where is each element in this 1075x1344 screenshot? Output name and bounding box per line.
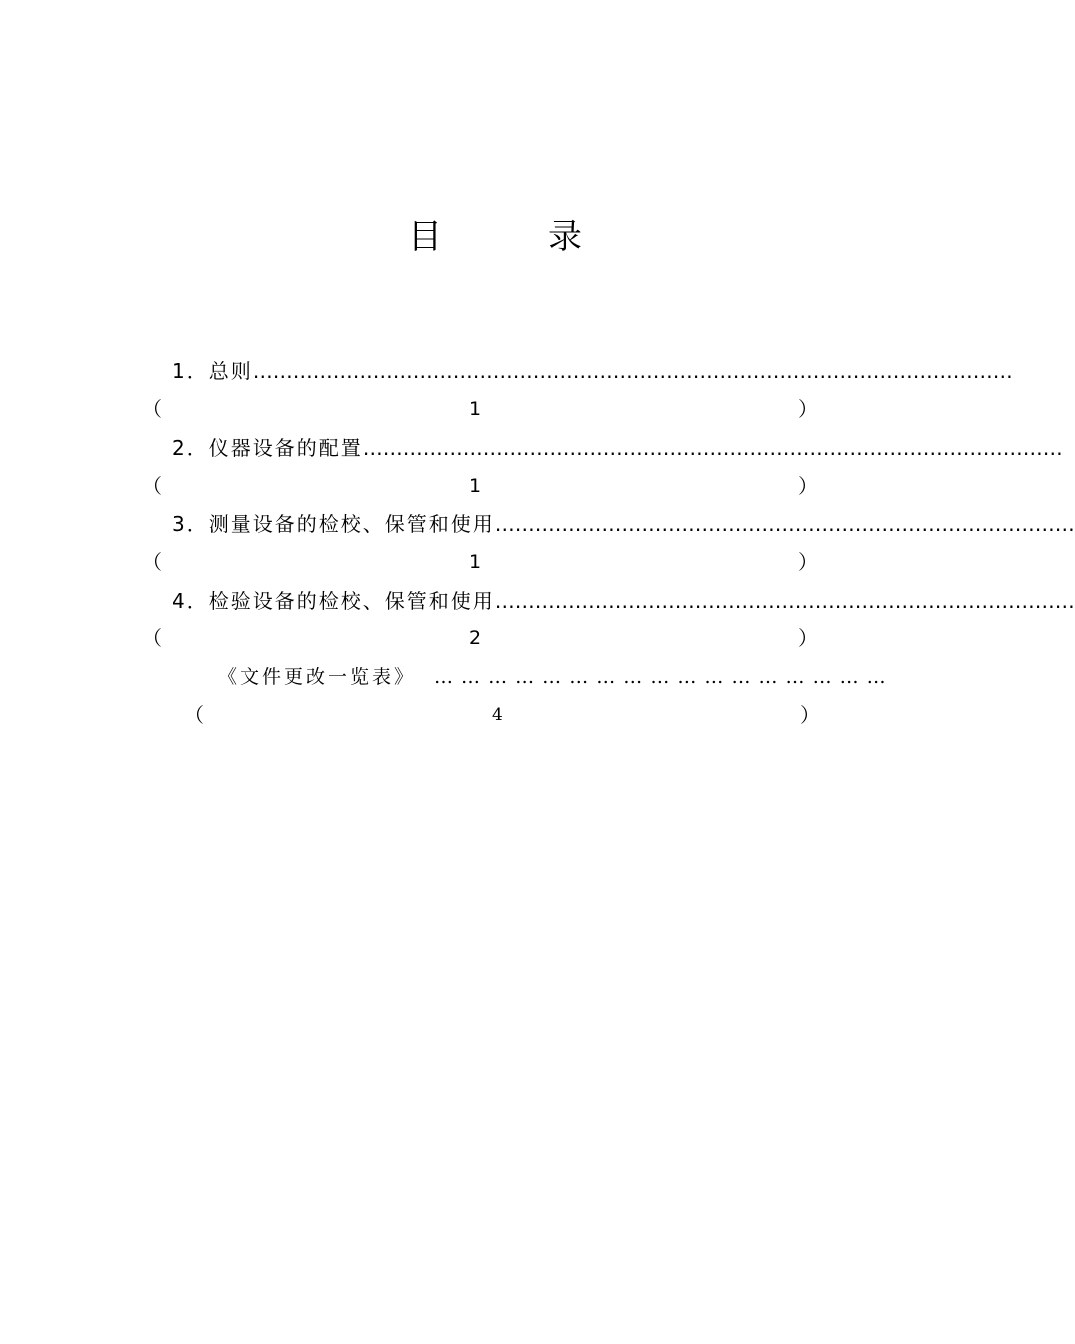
toc-entry-label: 1．总则 (172, 359, 253, 383)
toc-page-close-paren: ） (798, 626, 818, 650)
toc-entry-label: 2．仪器设备的配置 (172, 436, 363, 460)
toc-entry-leader: …………………………………………………………………………………………… (362, 436, 1063, 460)
toc-entry-label: 3．测量设备的检校、保管和使用 (172, 512, 495, 536)
toc-page-open-paren: （ (142, 474, 162, 498)
toc-page-close-paren: ） (798, 550, 818, 574)
toc-entry-4[interactable] (172, 586, 1075, 616)
toc-entry-change-log[interactable] (218, 662, 887, 692)
toc-page-open-paren: （ (142, 550, 162, 574)
toc-entry-leader: …………………………………………………………………………… (494, 512, 1075, 536)
toc-page-open-paren: （ (142, 397, 162, 421)
toc-entry-3[interactable] (172, 509, 1075, 539)
toc-page-number: 1 (469, 551, 482, 573)
toc-title-char-1: 目 (408, 217, 442, 257)
toc-title (0, 212, 950, 262)
toc-page-close-paren: ） (800, 703, 820, 727)
toc-entry-1[interactable] (172, 356, 1013, 386)
toc-entry-leader: …………………………………………………………………………… (494, 589, 1075, 613)
toc-page-number: 4 (492, 705, 503, 725)
toc-entry-leader: … … … … … … … … … … … … … … … … … (434, 666, 887, 688)
toc-title-char-2: 录 (548, 217, 582, 257)
toc-page-close-paren: ） (798, 474, 818, 498)
toc-page-number: 2 (469, 627, 482, 649)
toc-entry-2[interactable] (172, 433, 1063, 463)
toc-entry-label: 《文件更改一览表》 (218, 666, 417, 688)
toc-entry-leader: …………………………………………………………………………………………………… (252, 359, 1013, 383)
toc-page-number: 1 (469, 398, 482, 420)
toc-page-open-paren: （ (184, 703, 204, 727)
toc-entry-label: 4．检验设备的检校、保管和使用 (172, 589, 495, 613)
toc-page-open-paren: （ (142, 626, 162, 650)
toc-page-number: 1 (469, 475, 482, 497)
toc-page-close-paren: ） (798, 397, 818, 421)
